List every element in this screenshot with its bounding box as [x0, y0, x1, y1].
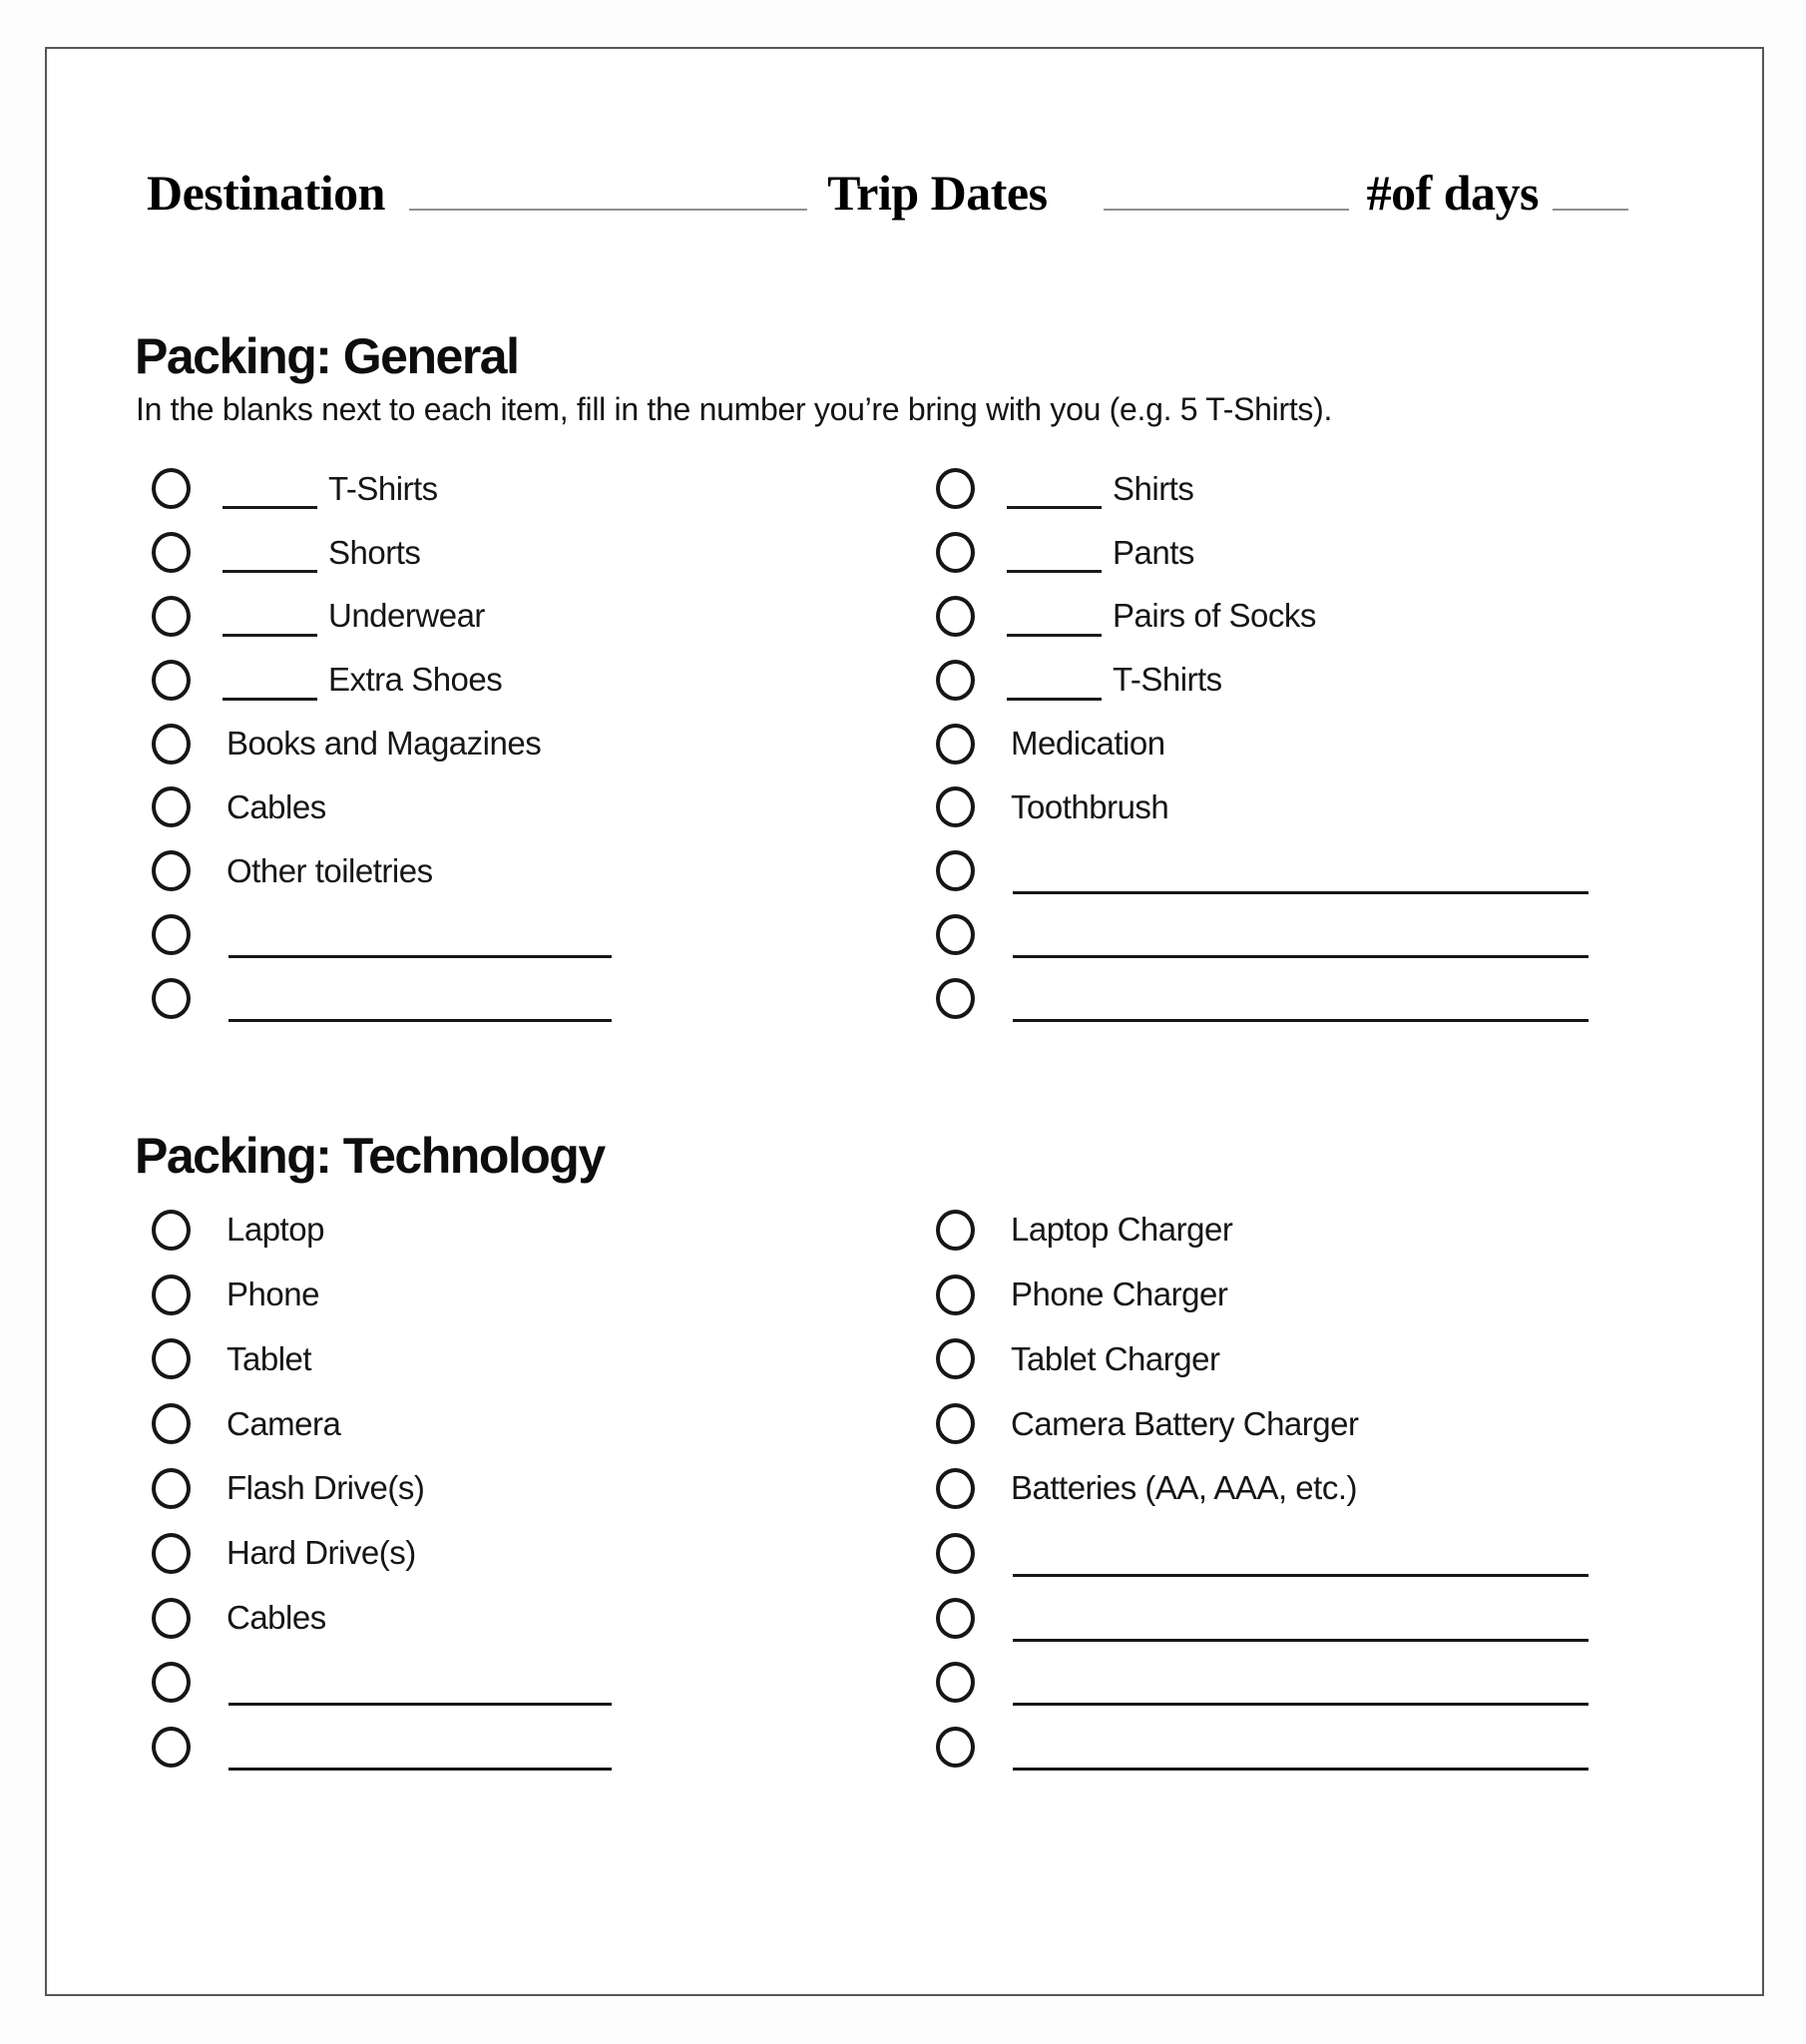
technology-right-column — [936, 1198, 1588, 1780]
quantity-blank-field[interactable] — [223, 596, 317, 637]
write-in-blank-field[interactable] — [1013, 847, 1588, 894]
checklist-row — [936, 1263, 1588, 1327]
write-in-blank-field[interactable] — [1013, 1530, 1588, 1577]
section-title-general: Packing: General — [135, 328, 519, 384]
checklist-row — [936, 1715, 1588, 1780]
checkbox-circle-icon[interactable] — [152, 532, 191, 573]
technology-checklist — [0, 1198, 1806, 1781]
item-label: Cables — [226, 787, 326, 825]
days-label: #of days — [1366, 165, 1539, 221]
checklist-row — [152, 1715, 612, 1780]
item-label: Extra Shoes — [328, 661, 503, 699]
trip-dates-blank-field[interactable] — [1104, 209, 1349, 211]
checklist-row — [152, 1456, 612, 1521]
checkbox-circle-icon[interactable] — [152, 468, 191, 509]
quantity-blank-field[interactable] — [1007, 532, 1102, 573]
checkbox-circle-icon[interactable] — [936, 1533, 975, 1574]
item-label: Phone Charger — [1011, 1276, 1228, 1313]
checkbox-circle-icon[interactable] — [936, 1598, 975, 1639]
item-label: Books and Magazines — [226, 724, 542, 762]
item-label: Pairs of Socks — [1113, 597, 1316, 635]
checklist-row — [152, 903, 612, 967]
write-in-blank-field[interactable] — [228, 975, 612, 1022]
quantity-blank-field[interactable] — [1007, 468, 1102, 509]
checklist-row — [936, 1521, 1588, 1586]
checklist-row — [152, 712, 612, 775]
checklist-row — [936, 1391, 1588, 1456]
item-label: T-Shirts — [328, 469, 438, 507]
checklist-row — [152, 585, 612, 649]
checkbox-circle-icon[interactable] — [936, 850, 975, 891]
checkbox-circle-icon[interactable] — [936, 1727, 975, 1768]
checklist-row — [936, 1651, 1588, 1716]
checkbox-circle-icon[interactable] — [936, 786, 975, 827]
checklist-row — [152, 839, 612, 903]
item-label: Other toiletries — [226, 851, 433, 889]
checklist-row — [936, 903, 1588, 967]
item-label: Camera Battery Charger — [1011, 1404, 1359, 1442]
checklist-row — [152, 1651, 612, 1716]
checkbox-circle-icon[interactable] — [152, 1727, 191, 1768]
item-label: Cables — [226, 1599, 326, 1637]
item-label: Pants — [1113, 533, 1194, 571]
item-label: Flash Drive(s) — [226, 1469, 425, 1507]
checklist-row — [936, 648, 1588, 712]
checkbox-circle-icon[interactable] — [936, 1338, 975, 1379]
general-right-column — [936, 457, 1588, 1030]
item-label: Hard Drive(s) — [226, 1534, 416, 1572]
item-label: Tablet Charger — [1011, 1339, 1220, 1377]
write-in-blank-field[interactable] — [1013, 1595, 1588, 1642]
checkbox-circle-icon[interactable] — [152, 786, 191, 827]
checkbox-circle-icon[interactable] — [152, 724, 191, 765]
checkbox-circle-icon[interactable] — [152, 850, 191, 891]
item-label: T-Shirts — [1113, 661, 1222, 699]
technology-left-column — [152, 1198, 612, 1780]
checkbox-circle-icon[interactable] — [152, 1338, 191, 1379]
checklist-row — [936, 585, 1588, 649]
checkbox-circle-icon[interactable] — [936, 724, 975, 765]
checklist-row — [936, 521, 1588, 585]
quantity-blank-field[interactable] — [1007, 596, 1102, 637]
checkbox-circle-icon[interactable] — [152, 1662, 191, 1703]
checklist-row — [152, 457, 612, 521]
checkbox-circle-icon[interactable] — [936, 532, 975, 573]
checklist-row — [152, 521, 612, 585]
quantity-blank-field[interactable] — [223, 660, 317, 701]
checklist-row — [152, 775, 612, 839]
item-label: Camera — [226, 1404, 341, 1442]
checklist-row — [152, 966, 612, 1030]
checklist-row — [936, 1456, 1588, 1521]
general-left-column — [152, 457, 612, 1030]
checklist-row — [936, 839, 1588, 903]
days-blank-field[interactable] — [1553, 209, 1628, 211]
quantity-blank-field[interactable] — [223, 532, 317, 573]
checkbox-circle-icon[interactable] — [936, 1403, 975, 1444]
checklist-row — [936, 457, 1588, 521]
checkbox-circle-icon[interactable] — [152, 660, 191, 701]
item-label: Shirts — [1113, 469, 1194, 507]
checklist-row — [936, 712, 1588, 775]
write-in-blank-field[interactable] — [1013, 1659, 1588, 1706]
item-label: Medication — [1011, 724, 1165, 762]
checkbox-circle-icon[interactable] — [936, 1275, 975, 1315]
write-in-blank-field[interactable] — [228, 1659, 612, 1706]
item-label: Shorts — [328, 533, 421, 571]
checklist-row — [152, 1391, 612, 1456]
write-in-blank-field[interactable] — [1013, 1724, 1588, 1771]
checkbox-circle-icon[interactable] — [936, 1468, 975, 1509]
checklist-row — [936, 1198, 1588, 1263]
destination-label: Destination — [147, 165, 385, 221]
checklist-row — [152, 1263, 612, 1327]
checkbox-circle-icon[interactable] — [936, 660, 975, 701]
checkbox-circle-icon[interactable] — [152, 978, 191, 1019]
checklist-row — [936, 966, 1588, 1030]
item-label: Batteries (AA, AAA, etc.) — [1011, 1469, 1357, 1507]
checkbox-circle-icon[interactable] — [152, 1403, 191, 1444]
write-in-blank-field[interactable] — [1013, 975, 1588, 1022]
section-title-technology: Packing: Technology — [135, 1128, 605, 1184]
checkbox-circle-icon[interactable] — [152, 1533, 191, 1574]
checkbox-circle-icon[interactable] — [936, 1210, 975, 1251]
trip-info-header — [147, 165, 1628, 221]
write-in-blank-field[interactable] — [228, 1724, 612, 1771]
checkbox-circle-icon[interactable] — [152, 1275, 191, 1315]
checklist-row — [152, 1521, 612, 1586]
checkbox-circle-icon[interactable] — [152, 914, 191, 955]
checklist-row — [152, 1586, 612, 1651]
item-label: Phone — [226, 1276, 319, 1313]
item-label: Underwear — [328, 597, 485, 635]
general-checklist — [0, 457, 1806, 1031]
checkbox-circle-icon[interactable] — [936, 1662, 975, 1703]
checkbox-circle-icon[interactable] — [936, 596, 975, 637]
item-label: Toothbrush — [1011, 787, 1169, 825]
checkbox-circle-icon[interactable] — [152, 1468, 191, 1509]
item-label: Laptop — [226, 1211, 324, 1249]
checklist-row — [152, 1198, 612, 1263]
checklist-row — [152, 648, 612, 712]
checkbox-circle-icon[interactable] — [936, 978, 975, 1019]
checklist-row — [152, 1327, 612, 1392]
checkbox-circle-icon[interactable] — [936, 468, 975, 509]
checkbox-circle-icon[interactable] — [152, 596, 191, 637]
section-subtitle-general: In the blanks next to each item, fill in the number you’re bring with you (e.g. 5 T-Shirts). — [136, 391, 1333, 427]
item-label: Tablet — [226, 1339, 312, 1377]
checkbox-circle-icon[interactable] — [152, 1598, 191, 1639]
checkbox-circle-icon[interactable] — [936, 914, 975, 955]
trip-dates-label: Trip Dates — [827, 165, 1048, 221]
checklist-row — [936, 1586, 1588, 1651]
checkbox-circle-icon[interactable] — [152, 1210, 191, 1251]
quantity-blank-field[interactable] — [1007, 660, 1102, 701]
write-in-blank-field[interactable] — [1013, 911, 1588, 958]
destination-blank-field[interactable] — [409, 209, 807, 211]
checklist-row — [936, 775, 1588, 839]
write-in-blank-field[interactable] — [228, 911, 612, 958]
quantity-blank-field[interactable] — [223, 468, 317, 509]
checklist-row — [936, 1327, 1588, 1392]
item-label: Laptop Charger — [1011, 1211, 1233, 1249]
